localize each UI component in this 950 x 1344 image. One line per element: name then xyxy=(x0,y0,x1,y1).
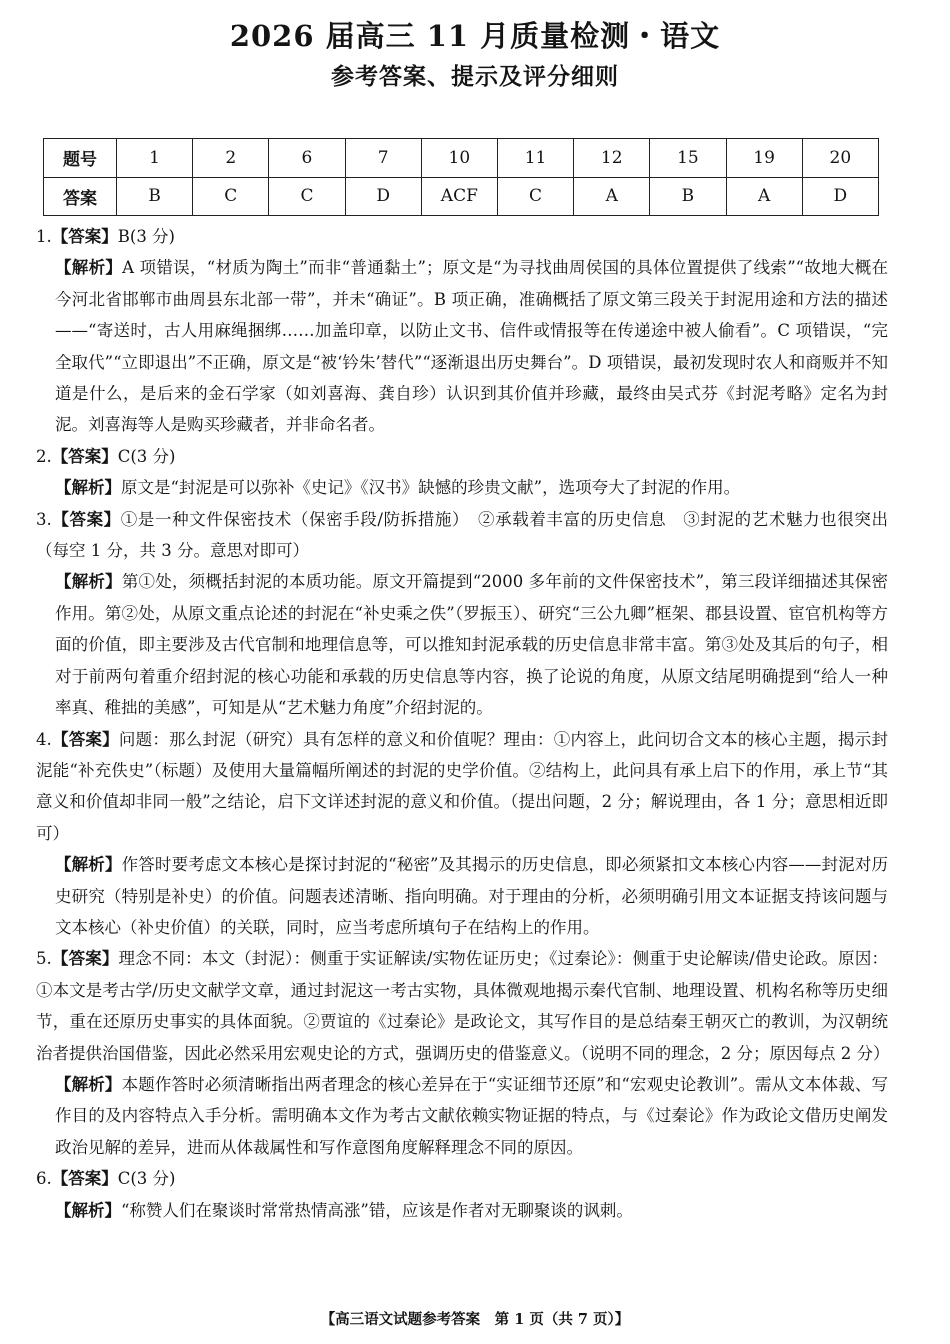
question-number: 15 xyxy=(650,139,726,178)
analysis-tag: 【解析】 xyxy=(55,1074,122,1094)
question-number: 2 xyxy=(193,139,269,178)
answer-table xyxy=(43,138,879,216)
analysis-tag: 【解析】 xyxy=(55,258,123,278)
answer-table-answer-row xyxy=(44,177,879,216)
page-subtitle: 参考答案、提示及评分细则 xyxy=(331,63,619,90)
item-5-analysis xyxy=(36,1069,888,1163)
item-number: 4. xyxy=(36,729,52,749)
question-number: 1 xyxy=(117,139,193,178)
question-row-label: 题号 xyxy=(44,139,117,178)
item-4-answer xyxy=(36,724,888,850)
analysis-text: A 项错误，“材质为陶土”而非“普通黏土”；原文是“为寻找曲周侯国的具体位置提供了线索”“故地大概在今河北省邯郸市曲周县东北部一带”，并未“确证”。B 项正确，准确概括了原文第三段关于封泥用途和方法的描述——“寄送时，古人用麻绳捆绑……加盖印章，以防止文书、信件或情报等在传递途中被人偷看”。C 项错误，“完全取代”“立即退出”不正确，原文是“被‘钤朱’替代”“逐渐退出历史舞台”。D 项错误，最初发现时农人和商贩并不知道是什么，是后来的金石学家（如刘喜海、龚自珍）认识到其价值并珍藏，最终由吴式芬《封泥考略》定名为封泥。刘喜海等人是购买珍藏者，并非命名者。 xyxy=(55,258,889,435)
question-number: 7 xyxy=(345,139,421,178)
item-5-answer xyxy=(36,943,888,1069)
item-2-answer xyxy=(36,441,888,472)
question-number: 11 xyxy=(497,139,573,178)
page-footer: 【高三语文试题参考答案 第 1 页（共 7 页）】 xyxy=(320,1311,630,1328)
answer-cell: B xyxy=(650,177,726,216)
answer-tag: 【答案】 xyxy=(51,1169,118,1189)
answer-explanations xyxy=(36,221,888,1226)
analysis-tag: 【解析】 xyxy=(55,572,122,592)
answer-text: 理念不同：本文（封泥）：侧重于实证解读/实物佐证历史；《过秦论》：侧重于史论解读/借史论政。原因：①本文是考古学/历史文献学文章，通过封泥这一考古实物，具体微观地揭示秦代官制、地理设置、机构名称等历史细节，重在还原历史事实的具体面貌。②贾谊的《过秦论》是政论文，其写作目的是总结秦王朝灭亡的教训，为汉朝统治者提供治国借鉴，因此必然采用宏观史论的方式，强调历史的借鉴意义。（说明不同的理念，2 分；原因每点 2 分） xyxy=(36,949,890,1063)
answer-tag: 【答案】 xyxy=(51,729,119,749)
answer-text: 问题：那么封泥（研究）具有怎样的意义和价值呢？理由：①内容上，此问切合文本的核心主题，揭示封泥能“补充佚史”（标题）及使用大量篇幅所阐述的封泥的史学价值。②结构上，此问具有承上启下的作用，承上节“其意义和价值却非同一般”之结论，启下文详述封泥的意义和价值。（提出问题，2 分；解说理由，各 1 分；意思相近即可） xyxy=(36,729,889,843)
answer-tag: 【答案】 xyxy=(51,949,119,969)
item-3-answer xyxy=(36,504,888,567)
answer-table-question-row xyxy=(44,139,879,178)
question-number: 20 xyxy=(802,139,878,178)
item-3-analysis xyxy=(36,566,888,723)
analysis-tag: 【解析】 xyxy=(55,1200,121,1220)
answer-cell: C xyxy=(269,177,345,216)
answer-cell: C xyxy=(497,177,573,216)
item-6-answer xyxy=(36,1163,888,1194)
answer-text: C(3 分) xyxy=(117,446,176,466)
answer-tag: 【答案】 xyxy=(51,446,118,466)
analysis-text: 第①处，须概括封泥的本质功能。原文开篇提到“2000 多年前的文件保密技术”，第三段详细描述其保密作用。第②处，从原文重点论述的封泥在“补史乘之佚”（罗振玉）、研究“三公九卿”框架、郡县设置、宦官机构等方面的价值，即主要涉及古代官制和地理信息等，可以推知封泥承载的历史信息非常丰富。第③处及其后的句子，相对于前两句着重介绍封泥的核心功能和承载的历史信息等内容，换了论说的角度，从原文结尾明确提到“给人一种率真、稚拙的美感”，可知是从“艺术魅力角度”介绍封泥的。 xyxy=(55,572,888,718)
answer-tag: 【答案】 xyxy=(51,509,121,529)
item-2-analysis xyxy=(36,472,888,503)
answer-row-label: 答案 xyxy=(44,177,117,216)
page-title: 2026 届高三 11 月质量检测・语文 xyxy=(229,19,721,53)
question-number: 19 xyxy=(726,139,802,178)
analysis-text: 本题作答时必须清晰指出两者理念的核心差异在于“实证细节还原”和“宏观史论教训”。需从文本体裁、写作目的及内容特点入手分析。需明确本文作为考古文献依赖实物证据的特点，与《过秦论》作为政论文借历史阐发政治见解的差异，进而从体裁属性和写作意图角度解释理念不同的原因。 xyxy=(55,1074,889,1157)
analysis-tag: 【解析】 xyxy=(55,478,121,498)
item-number: 1. xyxy=(36,227,52,246)
answer-tag: 【答案】 xyxy=(51,227,118,246)
question-number: 6 xyxy=(269,139,345,178)
answer-text: B(3 分) xyxy=(117,227,175,246)
answer-cell: B xyxy=(117,177,193,216)
item-number: 6. xyxy=(36,1169,52,1189)
question-number: 10 xyxy=(421,139,497,178)
item-1-analysis xyxy=(36,252,888,440)
item-1-answer xyxy=(36,221,888,252)
answer-cell: D xyxy=(802,177,878,216)
answer-cell: D xyxy=(345,177,421,216)
answer-text: C(3 分) xyxy=(117,1169,176,1189)
item-4-analysis xyxy=(36,849,888,943)
answer-text: ①是一种文件保密技术（保密手段/防拆措施） ②承载着丰富的历史信息 ③封泥的艺术魅力也很突出（每空 1 分，共 3 分。意思对即可） xyxy=(36,509,888,561)
item-number: 2. xyxy=(36,446,52,466)
answer-cell: ACF xyxy=(421,177,497,216)
answer-cell: C xyxy=(193,177,269,216)
analysis-text: “称赞人们在聚谈时常常热情高涨”错，应该是作者对无聊聚谈的讽刺。 xyxy=(121,1200,633,1220)
question-number: 12 xyxy=(574,139,650,178)
analysis-text: 原文是“封泥是可以弥补《史记》《汉书》缺憾的珍贵文献”，选项夸大了封泥的作用。 xyxy=(121,478,741,498)
item-number: 3. xyxy=(36,509,52,529)
answer-cell: A xyxy=(726,177,802,216)
analysis-text: 作答时要考虑文本核心是探讨封泥的“秘密”及其揭示的历史信息，即必须紧扣文本核心内容——封泥对历史研究（特别是补史）的价值。问题表述清晰、指向明确。对于理由的分析，必须明确引用文本证据支持该问题与文本核心（补史价值）的关联，同时，应当考虑所填句子在结构上的作用。 xyxy=(55,855,888,937)
answer-cell: A xyxy=(574,177,650,216)
item-number: 5. xyxy=(36,949,52,969)
analysis-tag: 【解析】 xyxy=(55,855,122,875)
item-6-analysis xyxy=(36,1195,888,1226)
